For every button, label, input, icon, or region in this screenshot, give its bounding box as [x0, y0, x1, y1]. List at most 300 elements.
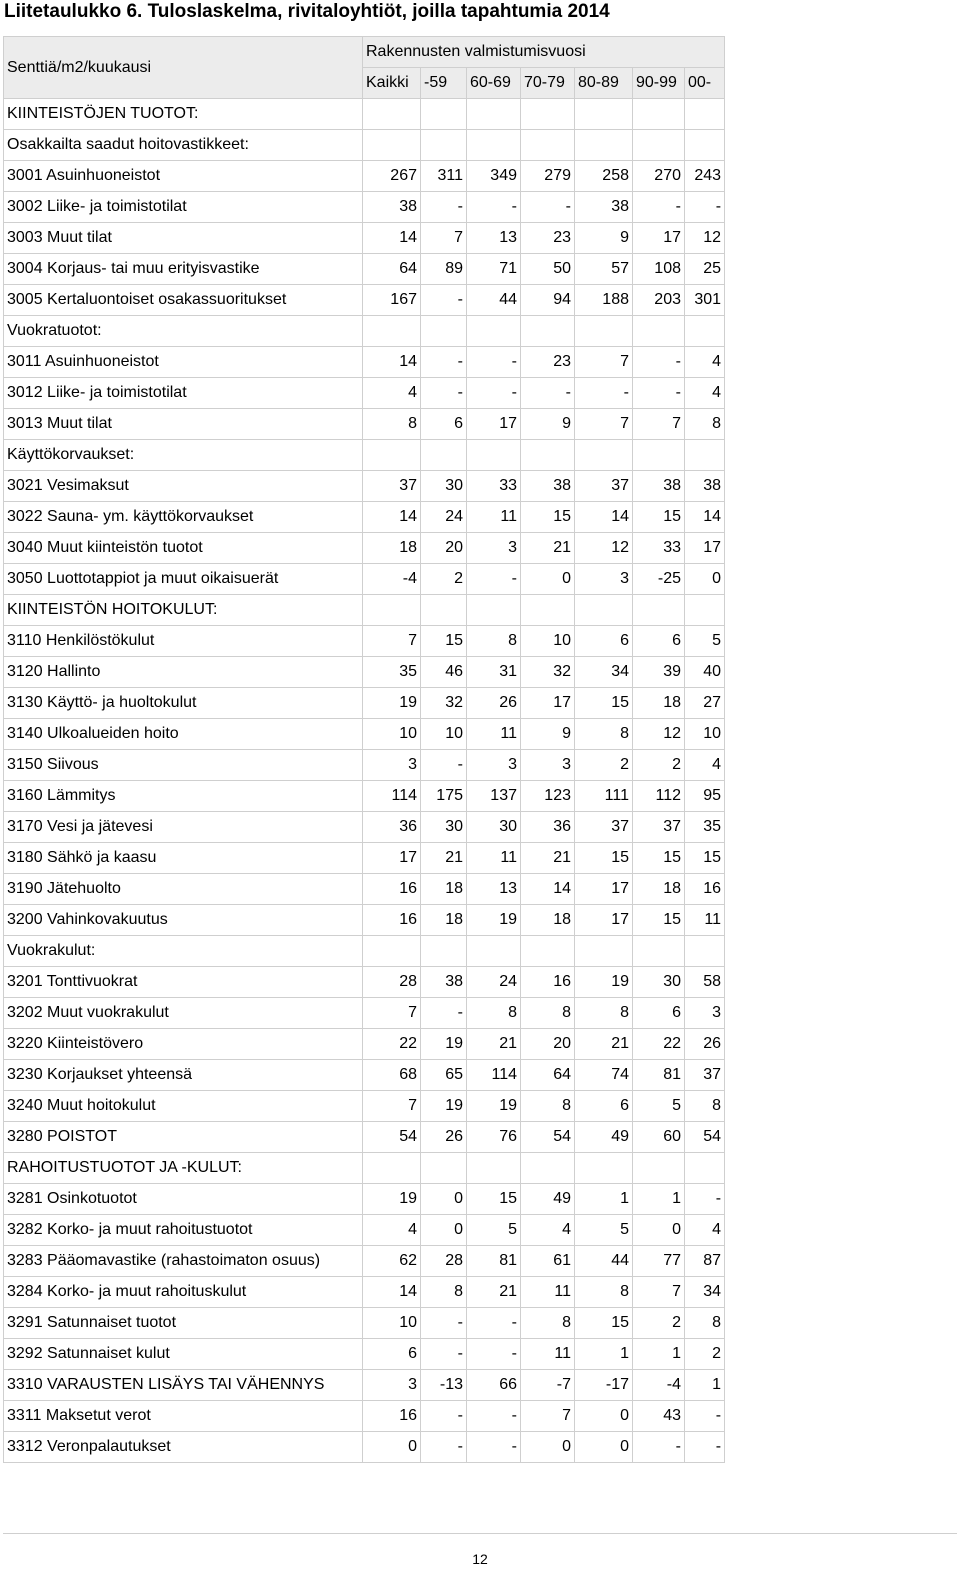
table-cell: 6 [363, 1339, 421, 1370]
row-label: 3140 Ulkoalueiden hoito [4, 719, 363, 750]
table-cell: 7 [363, 626, 421, 657]
table-cell [363, 1153, 421, 1184]
row-label: 3110 Henkilöstökulut [4, 626, 363, 657]
table-cell: 12 [575, 533, 633, 564]
row-label: 3201 Tonttivuokrat [4, 967, 363, 998]
page-number: 12 [472, 1551, 488, 1567]
table-row [4, 750, 725, 781]
row-label: 3150 Siivous [4, 750, 363, 781]
table-cell: 0 [521, 1432, 575, 1463]
table-cell: -4 [363, 564, 421, 595]
table-cell: 19 [363, 688, 421, 719]
table-cell: - [575, 378, 633, 409]
table-cell: 34 [685, 1277, 725, 1308]
table-cell [467, 936, 521, 967]
table-cell [363, 595, 421, 626]
table-cell: 71 [467, 254, 521, 285]
table-cell: 7 [633, 409, 685, 440]
column-header: 70-79 [521, 68, 575, 99]
table-row [4, 1184, 725, 1215]
income-statement-table [3, 36, 725, 1463]
table-cell: 38 [633, 471, 685, 502]
table-cell: 33 [467, 471, 521, 502]
table-cell [421, 99, 467, 130]
table-cell: 15 [633, 502, 685, 533]
table-cell [685, 316, 725, 347]
table-row [4, 1029, 725, 1060]
table-cell: 21 [521, 843, 575, 874]
table-cell: 15 [467, 1184, 521, 1215]
table-cell: 311 [421, 161, 467, 192]
table-cell: 14 [363, 347, 421, 378]
table-cell: 3 [467, 750, 521, 781]
table-cell: 3 [521, 750, 575, 781]
table-cell [421, 316, 467, 347]
table-cell: 37 [633, 812, 685, 843]
column-header: -59 [421, 68, 467, 99]
row-label: 3291 Satunnaiset tuotot [4, 1308, 363, 1339]
table-cell [685, 130, 725, 161]
table-cell: 12 [685, 223, 725, 254]
section-header-row [4, 130, 725, 161]
row-label: 3002 Liike- ja toimistotilat [4, 192, 363, 223]
table-cell [575, 99, 633, 130]
table-row [4, 1308, 725, 1339]
table-cell: 8 [467, 626, 521, 657]
table-cell [421, 1153, 467, 1184]
table-cell [685, 99, 725, 130]
row-label: Vuokratuotot: [4, 316, 363, 347]
table-cell: 16 [363, 874, 421, 905]
table-cell: 8 [685, 409, 725, 440]
footer-divider [3, 1533, 957, 1534]
table-cell: 7 [575, 409, 633, 440]
table-cell: 49 [521, 1184, 575, 1215]
table-cell [575, 595, 633, 626]
table-cell: 54 [363, 1122, 421, 1153]
row-label: 3120 Hallinto [4, 657, 363, 688]
row-label: KIINTEISTÖJEN TUOTOT: [4, 99, 363, 130]
table-cell: 3 [363, 1370, 421, 1401]
table-cell: 9 [575, 223, 633, 254]
table-row [4, 688, 725, 719]
table-cell: 21 [521, 533, 575, 564]
table-cell: 16 [363, 1401, 421, 1432]
table-cell [521, 936, 575, 967]
table-row [4, 564, 725, 595]
table-cell: 19 [575, 967, 633, 998]
table-cell: 19 [363, 1184, 421, 1215]
table-cell [575, 130, 633, 161]
table-cell: 24 [467, 967, 521, 998]
table-cell: 6 [633, 626, 685, 657]
table-cell [633, 130, 685, 161]
table-cell: 21 [421, 843, 467, 874]
table-cell: 15 [633, 905, 685, 936]
table-cell [421, 936, 467, 967]
table-cell: 6 [575, 1091, 633, 1122]
table-cell: - [521, 192, 575, 223]
table-cell: 5 [575, 1215, 633, 1246]
table-header-row [4, 37, 725, 68]
table-cell: 301 [685, 285, 725, 316]
table-cell: 258 [575, 161, 633, 192]
table-cell [467, 99, 521, 130]
table-cell: 15 [685, 843, 725, 874]
table-row [4, 657, 725, 688]
table-cell: 8 [363, 409, 421, 440]
table-cell [363, 440, 421, 471]
table-cell: 15 [421, 626, 467, 657]
row-label: 3013 Muut tilat [4, 409, 363, 440]
row-label: Käyttökorvaukset: [4, 440, 363, 471]
table-cell: 14 [575, 502, 633, 533]
row-label: 3180 Sähkö ja kaasu [4, 843, 363, 874]
table-cell: 0 [575, 1432, 633, 1463]
table-cell: - [421, 750, 467, 781]
table-cell: 4 [363, 1215, 421, 1246]
table-cell: -25 [633, 564, 685, 595]
table-cell: 14 [685, 502, 725, 533]
row-label: 3003 Muut tilat [4, 223, 363, 254]
table-cell: 38 [363, 192, 421, 223]
table-cell [521, 595, 575, 626]
table-cell: 43 [633, 1401, 685, 1432]
table-cell: 1 [685, 1370, 725, 1401]
table-cell: 28 [363, 967, 421, 998]
table-cell: 50 [521, 254, 575, 285]
table-cell [363, 936, 421, 967]
row-label: KIINTEISTÖN HOITOKULUT: [4, 595, 363, 626]
table-cell: 17 [575, 874, 633, 905]
table-cell: 8 [685, 1091, 725, 1122]
table-cell: 16 [363, 905, 421, 936]
row-label: 3230 Korjaukset yhteensä [4, 1060, 363, 1091]
table-cell: 7 [421, 223, 467, 254]
table-cell [685, 595, 725, 626]
page-title: Liitetaulukko 6. Tuloslaskelma, rivitaloyhtiöt, joilla tapahtumia 2014 [4, 1, 610, 22]
table-cell: - [421, 192, 467, 223]
table-cell: - [685, 192, 725, 223]
table-cell: 6 [633, 998, 685, 1029]
table-cell: 32 [421, 688, 467, 719]
table-cell: - [421, 1339, 467, 1370]
table-cell: 65 [421, 1060, 467, 1091]
table-cell: 4 [363, 378, 421, 409]
table-cell: 11 [467, 502, 521, 533]
table-cell: 8 [575, 998, 633, 1029]
table-cell: 54 [521, 1122, 575, 1153]
table-cell: - [467, 1401, 521, 1432]
column-header: 90-99 [633, 68, 685, 99]
table-cell [633, 440, 685, 471]
table-cell: 14 [363, 502, 421, 533]
table-cell: 3 [467, 533, 521, 564]
table-cell: 2 [633, 1308, 685, 1339]
table-cell: 8 [521, 998, 575, 1029]
table-cell: 7 [363, 1091, 421, 1122]
table-cell: 81 [633, 1060, 685, 1091]
table-cell: 37 [363, 471, 421, 502]
table-cell: 17 [685, 533, 725, 564]
table-cell: 349 [467, 161, 521, 192]
table-cell: 279 [521, 161, 575, 192]
table-cell: - [685, 1401, 725, 1432]
table-row [4, 409, 725, 440]
table-cell: 19 [421, 1091, 467, 1122]
table-cell: 8 [521, 1091, 575, 1122]
table-cell: 10 [521, 626, 575, 657]
table-row [4, 1246, 725, 1277]
table-cell: 5 [467, 1215, 521, 1246]
table-cell: 20 [421, 533, 467, 564]
row-label: 3283 Pääomavastike (rahastoimaton osuus) [4, 1246, 363, 1277]
table-cell: 58 [685, 967, 725, 998]
table-cell [363, 99, 421, 130]
table-cell: 28 [421, 1246, 467, 1277]
table-cell: 270 [633, 161, 685, 192]
table-cell: 17 [521, 688, 575, 719]
table-row [4, 1122, 725, 1153]
table-cell [467, 130, 521, 161]
table-cell: 2 [685, 1339, 725, 1370]
table-cell: 11 [467, 843, 521, 874]
table-cell: 2 [575, 750, 633, 781]
table-cell: 18 [633, 874, 685, 905]
table-cell: - [467, 347, 521, 378]
table-cell: 37 [575, 812, 633, 843]
table-cell: 38 [521, 471, 575, 502]
table-cell: 8 [467, 998, 521, 1029]
table-row [4, 192, 725, 223]
section-header-row [4, 440, 725, 471]
table-cell: 14 [521, 874, 575, 905]
table-cell: 9 [521, 719, 575, 750]
table-cell: 1 [633, 1339, 685, 1370]
row-label: 3001 Asuinhuoneistot [4, 161, 363, 192]
table-cell: 0 [575, 1401, 633, 1432]
table-cell: - [685, 1184, 725, 1215]
table-row [4, 905, 725, 936]
table-cell: 7 [575, 347, 633, 378]
table-cell: 95 [685, 781, 725, 812]
table-cell: -17 [575, 1370, 633, 1401]
table-cell: 20 [521, 1029, 575, 1060]
table-cell: 34 [575, 657, 633, 688]
table-row [4, 471, 725, 502]
table-cell: 62 [363, 1246, 421, 1277]
table-cell [685, 440, 725, 471]
row-label: 3190 Jätehuolto [4, 874, 363, 905]
row-label: 3170 Vesi ja jätevesi [4, 812, 363, 843]
table-cell [363, 316, 421, 347]
table-cell: 94 [521, 285, 575, 316]
table-cell: - [467, 564, 521, 595]
row-label: 3280 POISTOT [4, 1122, 363, 1153]
table-cell: 23 [521, 347, 575, 378]
row-label: 3012 Liike- ja toimistotilat [4, 378, 363, 409]
table-cell: 81 [467, 1246, 521, 1277]
table-cell: 32 [521, 657, 575, 688]
table-cell: 19 [467, 905, 521, 936]
table-cell: 38 [685, 471, 725, 502]
section-header-row [4, 936, 725, 967]
row-label: 3284 Korko- ja muut rahoituskulut [4, 1277, 363, 1308]
table-cell: 0 [685, 564, 725, 595]
row-label: 3202 Muut vuokrakulut [4, 998, 363, 1029]
table-cell [421, 440, 467, 471]
table-row [4, 843, 725, 874]
table-cell: 33 [633, 533, 685, 564]
table-row [4, 223, 725, 254]
table-cell [421, 130, 467, 161]
table-cell [685, 1153, 725, 1184]
table-row [4, 998, 725, 1029]
table-cell: 17 [467, 409, 521, 440]
group-header: Rakennusten valmistumisvuosi [363, 37, 725, 68]
table-cell: 13 [467, 874, 521, 905]
table-cell: 87 [685, 1246, 725, 1277]
table-cell: 15 [633, 843, 685, 874]
unit-label: Senttiä/m2/kuukausi [4, 37, 363, 99]
table-cell [521, 440, 575, 471]
row-label: 3312 Veronpalautukset [4, 1432, 363, 1463]
table-row [4, 967, 725, 998]
table-cell [363, 130, 421, 161]
table-cell: 76 [467, 1122, 521, 1153]
table-cell: 114 [467, 1060, 521, 1091]
table-cell: 10 [363, 719, 421, 750]
table-cell: 19 [421, 1029, 467, 1060]
table-cell: 57 [575, 254, 633, 285]
table-cell: 21 [575, 1029, 633, 1060]
table-cell: 167 [363, 285, 421, 316]
table-cell [633, 1153, 685, 1184]
table-cell: 24 [421, 502, 467, 533]
row-label: 3050 Luottotappiot ja muut oikaisuerät [4, 564, 363, 595]
table-row [4, 1401, 725, 1432]
section-header-row [4, 595, 725, 626]
row-label: 3200 Vahinkovakuutus [4, 905, 363, 936]
table-cell: 61 [521, 1246, 575, 1277]
table-cell: 44 [575, 1246, 633, 1277]
table-cell [633, 316, 685, 347]
table-row [4, 161, 725, 192]
table-cell: 21 [467, 1029, 521, 1060]
table-row [4, 1091, 725, 1122]
table-cell: 17 [363, 843, 421, 874]
row-label: 3240 Muut hoitokulut [4, 1091, 363, 1122]
table-cell: 4 [685, 1215, 725, 1246]
table-row [4, 1215, 725, 1246]
table-cell: 0 [633, 1215, 685, 1246]
table-cell: - [685, 1432, 725, 1463]
table-cell: 39 [633, 657, 685, 688]
table-cell: -4 [633, 1370, 685, 1401]
table-row [4, 626, 725, 657]
table-cell: 4 [685, 378, 725, 409]
row-label: RAHOITUSTUOTOT JA -KULUT: [4, 1153, 363, 1184]
row-label: 3130 Käyttö- ja huoltokulut [4, 688, 363, 719]
column-header: 00- [685, 68, 725, 99]
table-cell: 3 [363, 750, 421, 781]
row-label: 3311 Maksetut verot [4, 1401, 363, 1432]
table-cell: 11 [521, 1277, 575, 1308]
table-cell [633, 595, 685, 626]
table-cell: 8 [685, 1308, 725, 1339]
table-cell: 267 [363, 161, 421, 192]
table-cell: 77 [633, 1246, 685, 1277]
table-cell: 7 [521, 1401, 575, 1432]
table-cell: 37 [685, 1060, 725, 1091]
table-cell: - [421, 1308, 467, 1339]
table-cell: 111 [575, 781, 633, 812]
table-cell [575, 440, 633, 471]
row-label: 3310 VARAUSTEN LISÄYS TAI VÄHENNYS [4, 1370, 363, 1401]
table-cell: 1 [633, 1184, 685, 1215]
table-cell: 243 [685, 161, 725, 192]
table-cell: - [467, 192, 521, 223]
row-label: Osakkailta saadut hoitovastikkeet: [4, 130, 363, 161]
table-cell: 26 [685, 1029, 725, 1060]
row-label: 3011 Asuinhuoneistot [4, 347, 363, 378]
table-cell [575, 936, 633, 967]
table-cell: 37 [575, 471, 633, 502]
table-row [4, 347, 725, 378]
table-cell: 89 [421, 254, 467, 285]
table-cell: 16 [521, 967, 575, 998]
table-cell [685, 936, 725, 967]
row-label: Vuokrakulut: [4, 936, 363, 967]
table-cell: 17 [633, 223, 685, 254]
row-label: 3005 Kertaluontoiset osakassuoritukset [4, 285, 363, 316]
table-cell: 6 [575, 626, 633, 657]
table-cell: 40 [685, 657, 725, 688]
row-label: 3281 Osinkotuotot [4, 1184, 363, 1215]
table-cell: 0 [521, 564, 575, 595]
table-cell: 10 [363, 1308, 421, 1339]
table-cell: 12 [633, 719, 685, 750]
table-cell: 17 [575, 905, 633, 936]
table-cell: 7 [633, 1277, 685, 1308]
table-cell: 188 [575, 285, 633, 316]
table-cell: 1 [575, 1184, 633, 1215]
table-cell: - [421, 347, 467, 378]
table-cell: 175 [421, 781, 467, 812]
table-cell: 8 [575, 719, 633, 750]
table-row [4, 1060, 725, 1091]
table-row [4, 1370, 725, 1401]
table-cell: 18 [363, 533, 421, 564]
table-cell: 25 [685, 254, 725, 285]
table-cell: 8 [421, 1277, 467, 1308]
table-cell [467, 1153, 521, 1184]
table-cell: 11 [685, 905, 725, 936]
table-cell: - [421, 998, 467, 1029]
table-cell: 8 [521, 1308, 575, 1339]
table-cell: 7 [363, 998, 421, 1029]
table-cell [467, 440, 521, 471]
table-cell: -7 [521, 1370, 575, 1401]
table-cell: 3 [575, 564, 633, 595]
table-cell: 9 [521, 409, 575, 440]
column-header: Kaikki [363, 68, 421, 99]
table-cell: 46 [421, 657, 467, 688]
table-cell: 30 [421, 471, 467, 502]
table-cell: 108 [633, 254, 685, 285]
table-cell: 4 [521, 1215, 575, 1246]
table-cell: 35 [363, 657, 421, 688]
